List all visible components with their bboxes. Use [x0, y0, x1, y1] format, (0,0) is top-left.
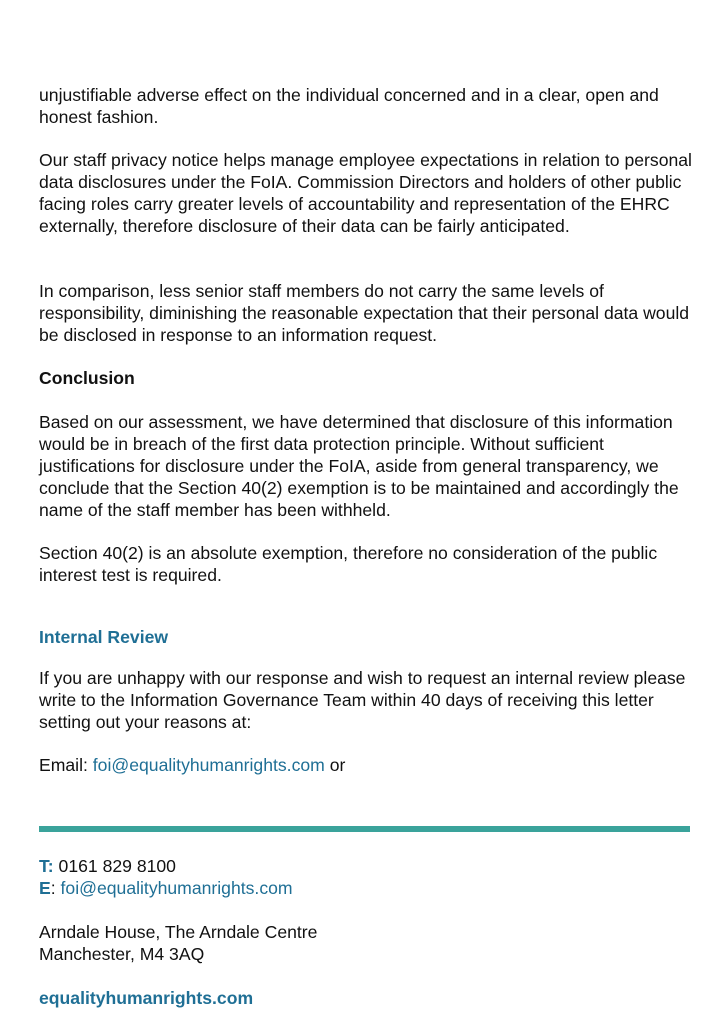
- footer-divider: [39, 826, 690, 832]
- footer-email-link[interactable]: foi@equalityhumanrights.com: [60, 878, 293, 898]
- footer-email: [39, 877, 699, 899]
- email-link[interactable]: foi@equalityhumanrights.com: [92, 755, 325, 775]
- email-line: [39, 754, 699, 776]
- footer-email-label: E: [39, 878, 51, 898]
- footer-telephone: [39, 855, 699, 877]
- paragraph-assessment: Based on our assessment, we have determined that disclosure of this information would be in breach of the first data protection principle. Without sufficient justifications for disclosure under the FoIA, aside from general transparency, we conclude that the Section 40(2) exemption is to be maintained and accordingly the name of the staff member has been withheld.: [39, 412, 679, 520]
- letter-page: [39, 0, 699, 1024]
- paragraph-internal-review: If you are unhappy with our response and wish to request an internal review please write to the Information Governance Team within 40 days of receiving this letter setting out your reasons at:: [39, 668, 686, 732]
- footer-website-link[interactable]: equalityhumanrights.com: [39, 988, 254, 1008]
- footer-website: [39, 987, 699, 1009]
- paragraph-privacy-notice: Our staff privacy notice helps manage employee expectations in relation to personal data disclosures under the FoIA. Commission Directors and holders of other public facing roles carry greater levels of accountability and representation of the EHRC externally, therefore disclosure of their data can be fairly anticipated.: [39, 150, 692, 236]
- paragraph-comparison: In comparison, less senior staff members do not carry the same levels of responsibility, diminishing the reasonable expectation that their personal data would be disclosed in response to an information request.: [39, 281, 690, 345]
- paragraph-adverse-effect: unjustifiable adverse effect on the individual concerned and in a clear, open and honest fashion.: [39, 85, 659, 127]
- footer-tel-label: T:: [39, 856, 54, 876]
- footer-address-line-2: Manchester, M4 3AQ: [39, 944, 205, 964]
- email-label: Email:: [39, 755, 93, 775]
- footer-address-line-1: Arndale House, The Arndale Centre: [39, 922, 318, 942]
- email-suffix: or: [324, 755, 346, 775]
- conclusion-heading: Conclusion: [39, 368, 135, 388]
- footer-tel-value: 0161 829 8100: [53, 856, 176, 876]
- internal-review-heading: Internal Review: [39, 627, 169, 647]
- footer-email-colon: :: [50, 878, 61, 898]
- paragraph-absolute-exemption: Section 40(2) is an absolute exemption, therefore no consideration of the public interest test is required.: [39, 543, 658, 585]
